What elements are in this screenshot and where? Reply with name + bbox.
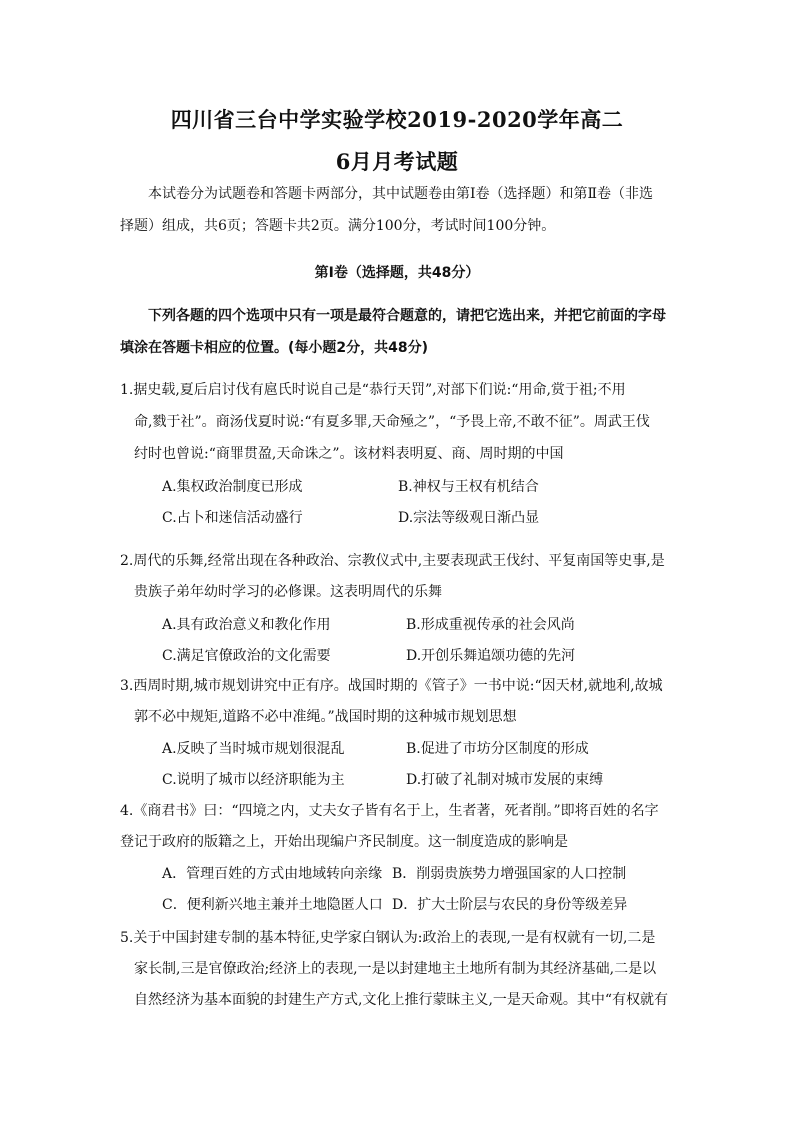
instruction-line-2: 填涂在答题卡相应的位置。(每小题2分，共48分) — [120, 340, 429, 356]
question-1-option-b: B.神权与王权有机结合 — [398, 479, 539, 495]
intro-line-1: 本试卷分为试题卷和答题卡两部分，其中试题卷由第Ⅰ卷（选择题）和第Ⅱ卷（非选 — [148, 186, 654, 202]
question-5-line-1: 5.关于中国封建专制的基本特征,史学家白钢认为:政治上的表现,一是有权就有一切,二是 — [120, 930, 656, 946]
question-4-option-c: C．便利新兴地主兼并土地隐匿人口 — [162, 897, 383, 913]
question-3-option-a: A.反映了当时城市规划很混乱 — [162, 741, 345, 757]
question-5-line-3: 自然经济为基本面貌的封建生产方式,文化上推行蒙昧主义,一是天命观。其中“有权就有 — [134, 992, 669, 1008]
question-4-option-b: B．削弱贵族势力增强国家的人口控制 — [392, 866, 627, 882]
question-1-option-c: C.占卜和迷信活动盛行 — [162, 510, 303, 526]
question-1-option-d: D.宗法等级观日渐凸显 — [398, 510, 540, 526]
section-title: 第Ⅰ卷（选择题，共48分） — [314, 265, 480, 281]
question-2-option-d: D.开创乐舞追颂功德的先河 — [406, 648, 576, 664]
exam-subtitle: 6月月考试题 — [335, 149, 459, 174]
question-4-line-1: 4.《商君书》曰：“四境之内，丈夫女子皆有名于上，生者著，死者削。”即将百姓的名字 — [120, 803, 659, 819]
question-1-line-3: 纣时也曾说:“商罪贯盈,天命诛之”。该材料表明夏、商、周时期的中国 — [134, 446, 564, 462]
question-1-option-a: A.集权政治制度已形成 — [162, 479, 303, 495]
question-2-option-b: B.形成重视传承的社会风尚 — [406, 617, 575, 633]
question-4-option-d: D．扩大士阶层与农民的身份等级差异 — [392, 897, 628, 913]
exam-title: 四川省三台中学实验学校2019-2020学年高二 — [170, 107, 624, 132]
question-3-line-2: 郭不必中规矩,道路不必中准绳。”战国时期的这种城市规划思想 — [134, 709, 517, 725]
question-3-option-c: C.说明了城市以经济职能为主 — [162, 772, 345, 788]
question-4-option-a: A．管理百姓的方式由地域转向亲缘 — [162, 866, 383, 882]
intro-line-2: 择题）组成，共6页；答题卡共2页。满分100分，考试时间100分钟。 — [120, 218, 556, 234]
question-3-line-1: 3.西周时期,城市规划讲究中正有序。战国时期的《管子》一书中说:“因天材,就地利,故城 — [120, 678, 663, 694]
instruction-line-1: 下列各题的四个选项中只有一项是最符合题意的，请把它选出来，并把它前面的字母 — [148, 308, 666, 324]
question-2-option-a: A.具有政治意义和教化作用 — [162, 617, 331, 633]
question-1-line-2: 命,戮于社”。商汤伐夏时说:“有夏多罪,天命殛之”，“予畏上帝,不敢不征”。周武王伐 — [134, 414, 650, 430]
question-2-line-2: 贵族子弟年幼时学习的必修课。这表明周代的乐舞 — [134, 584, 442, 600]
question-3-option-b: B.促进了市坊分区制度的形成 — [406, 741, 589, 757]
question-4-line-2: 登记于政府的版籍之上，开始出现编户齐民制度。这一制度造成的影响是 — [120, 834, 568, 850]
question-2-option-c: C.满足官僚政治的文化需要 — [162, 648, 331, 664]
question-1-line-1: 1.据史载,夏后启讨伐有扈氏时说自己是“恭行天罚”,对部下们说:“用命,赏于祖;不用 — [120, 382, 626, 398]
question-2-line-1: 2.周代的乐舞,经常出现在各种政治、宗教仪式中,主要表现武王伐纣、平复南国等史事,是 — [120, 553, 665, 569]
question-5-line-2: 家长制,三是官僚政治;经济上的表现,一是以封建地主土地所有制为其经济基础,二是以 — [134, 961, 657, 977]
question-3-option-d: D.打破了礼制对城市发展的束缚 — [406, 772, 604, 788]
